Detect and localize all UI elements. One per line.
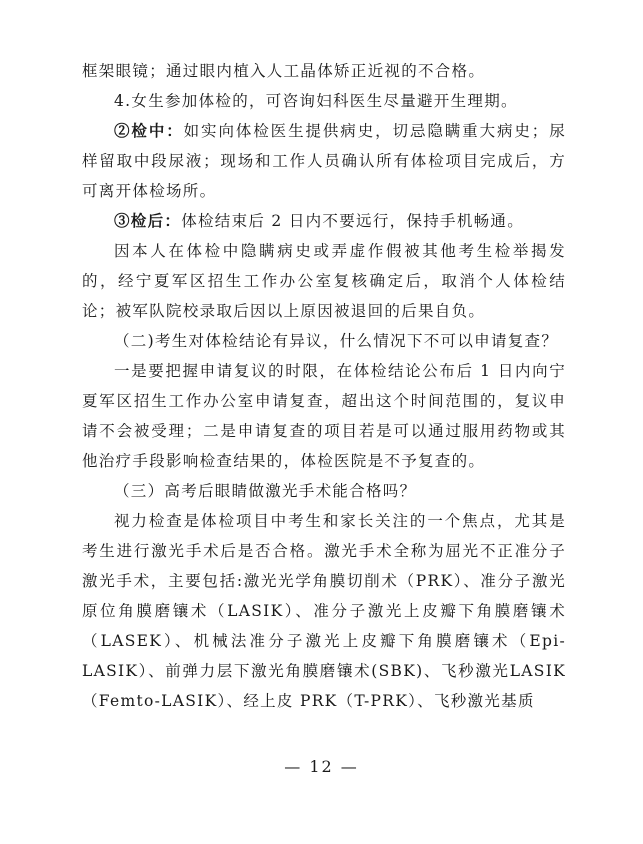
paragraph-review (82, 356, 566, 476)
paragraph-text: 因本人在体检中隐瞒病史或弄虚作假被其他考生检举揭发的，经宁夏军区招生工作办公室复核确定后，取消个人体检结论；被军队院校录取后因以上原因被退回的后果自负。 (82, 242, 566, 320)
paragraph-during-exam (82, 116, 566, 206)
paragraph-concealment (82, 236, 566, 326)
paragraph-female-note (82, 86, 566, 116)
document-body (82, 56, 566, 716)
paragraph-text: 一是要把握申请复议的时限，在体检结论公布后 1 日内向宁夏军区招生工作办公室申请复查，超出这个时间范围的，复议申请不会被受理；二是申请复查的项目若是可以通过服用药物或其他治疗手段影响检查结果的，体检医院是不予复查的。 (82, 362, 566, 470)
paragraph-eyewear-note (82, 56, 566, 86)
paragraph-laser-surgery (82, 506, 566, 716)
paragraph-text: 视力检查是体检项目中考生和家长关注的一个焦点，尤其是考生进行激光手术后是否合格。激光手术全称为屈光不正准分子激光手术，主要包括:激光光学角膜切削术（PRK）、准分子激光原位角膜磨镶术（LASIK）、准分子激光上皮瓣下角膜磨镶术（LASEK）、机械法准分子激光上皮瓣下角膜磨镶术（Epi-LASIK）、前弹力层下激光角膜磨镶术(SBK)、飞秒激光LASIK（Femto-LASIK）、经上皮 PRK（T-PRK）、飞秒激光基质 (82, 512, 566, 710)
page-number: — 12 — (284, 757, 359, 776)
paragraph-text: 如实向体检医生提供病史，切忌隐瞒重大病史；尿样留取中段尿液；现场和工作人员确认所有体检项目完成后，方可离开体检场所。 (82, 122, 566, 200)
paragraph-lead: ③检后： (114, 211, 182, 230)
paragraph-lead: ②检中： (114, 121, 184, 140)
paragraph-text: 框架眼镜；通过眼内植入人工晶体矫正近视的不合格。 (82, 62, 486, 80)
paragraph-after-exam (82, 206, 566, 236)
paragraph-text: 体检结束后 2 日内不要远行，保持手机畅通。 (181, 212, 525, 230)
section-heading-2 (82, 326, 566, 356)
paragraph-text: 4.女生参加体检的，可咨询妇科医生尽量避开生理期。 (114, 92, 518, 110)
heading-text: （二)考生对体检结论有异议，什么情况下不可以申请复查？ (114, 332, 559, 350)
heading-text: （三）高考后眼睛做激光手术能合格吗？ (114, 482, 417, 500)
section-heading-3 (82, 476, 566, 506)
